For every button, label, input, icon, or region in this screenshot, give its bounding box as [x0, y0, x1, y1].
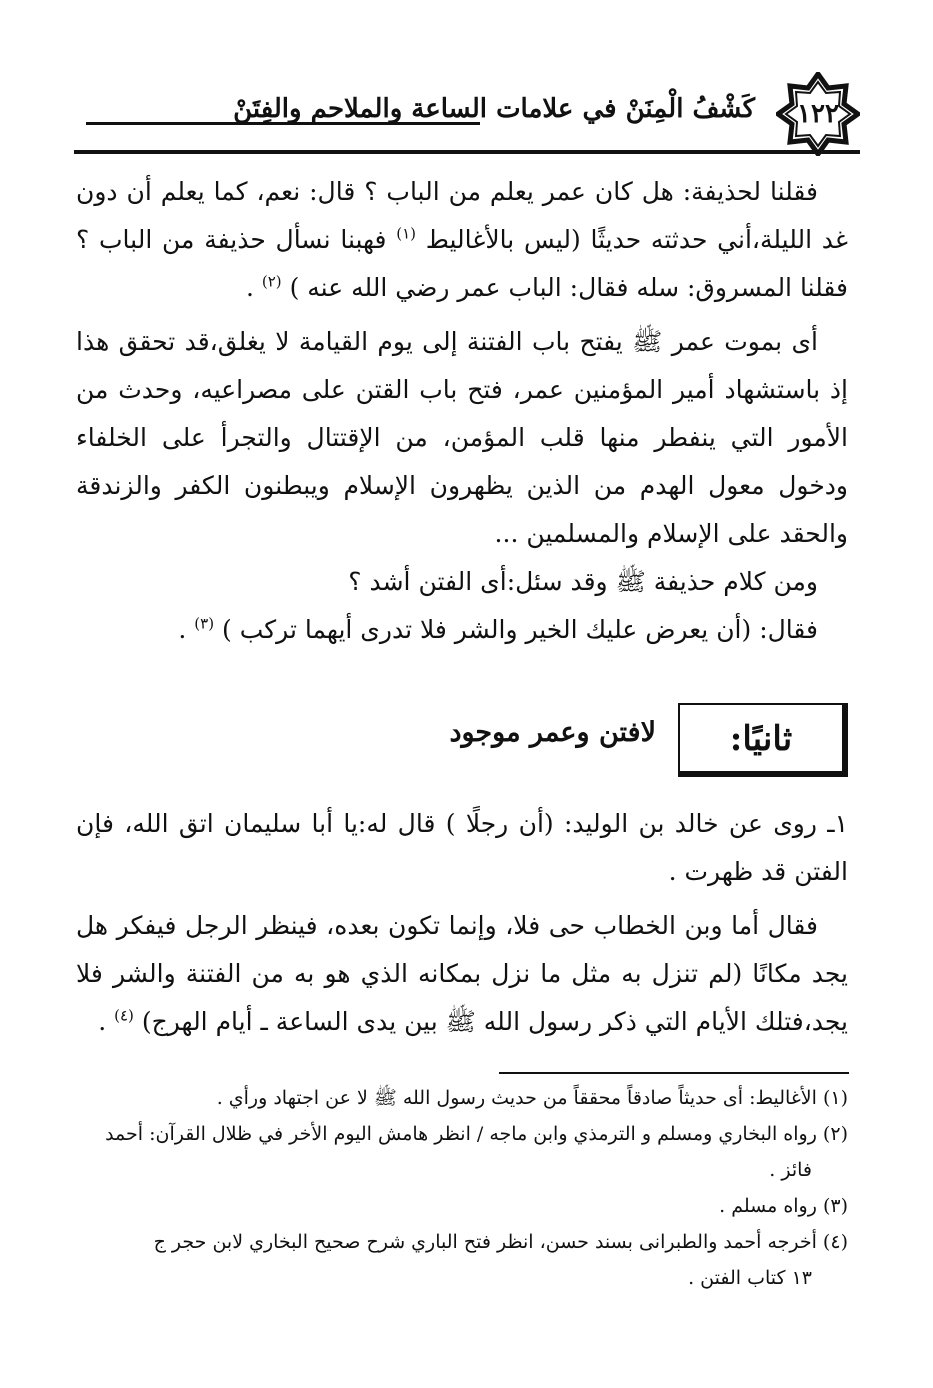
footnote: (٤) أخرجه أحمد والطبرانى بسند حسن، انظر فتح الباري شرح صحيح البخاري لابن حجر ج: [153, 1231, 848, 1253]
footnotes: [76, 1080, 848, 1296]
footnote-continuation: فائز .: [769, 1159, 812, 1181]
main-text-2: [76, 800, 848, 1046]
paragraph: [76, 168, 848, 312]
footnote-ref: (٣): [194, 614, 215, 633]
footnote: (٢) رواه البخاري ومسلم و الترمذي وابن ماجه / انظر هامش اليوم الأخر في ظلال القرآن: أحمد: [105, 1123, 848, 1145]
footnote: (٣) رواه مسلم .: [719, 1195, 848, 1217]
paragraph-text: .: [245, 273, 254, 302]
section-label-box: ثانيًا:: [678, 703, 848, 777]
paragraph: [76, 606, 848, 654]
footnote-continuation: ١٣ كتاب الفتن .: [688, 1267, 812, 1289]
paragraph-text: ١ـ روى عن خالد بن الوليد: (أن رجلًا ) قال له:يا أبا سليمان اتق الله، فإن الفتن قد ظهرت .: [76, 809, 848, 886]
page-header: [74, 72, 860, 158]
paragraph-text: فهبنا نسأل حذيفة من الباب ؟ فقلنا المسروق: سله فقال: الباب عمر رضي الله عنه ): [76, 225, 848, 302]
paragraph: [76, 800, 848, 896]
footnote-rule: [499, 1072, 849, 1074]
paragraph-text: ومن كلام حذيفة ﷺ وقد سئل:أى الفتن أشد ؟: [348, 567, 818, 596]
page-number: ١٢٢: [797, 99, 839, 129]
section-heading: [428, 703, 848, 789]
footnote-ref: (١): [396, 224, 417, 243]
paragraph-text: .: [98, 1007, 107, 1036]
main-text: [76, 168, 848, 654]
paragraph: [76, 558, 848, 606]
paragraph-text: فقال أما وبن الخطاب حى فلا، وإنما تكون بعده، فينظر الرجل فيفكر هل يجد مكانًا (لم تنزل به مثل ما نزل بمكانه الذي هو به من الفتنة والشر فلا يجد،فتلك الأيام التي ذكر رسول الله ﷺ بين يدى الساعة ـ أيام الهرج): [76, 911, 848, 1036]
paragraph: [76, 318, 848, 558]
footnote-ref: (٢): [261, 272, 282, 291]
header-rule: [74, 150, 860, 154]
paragraph-text: .: [178, 615, 187, 644]
footnote-ref: (٤): [114, 1006, 134, 1025]
paragraph-text: أى بموت عمر ﷺ يفتح باب الفتنة إلى يوم القيامة لا يغلق،قد تحقق هذا إذ باستشهاد أمير المؤمنين عمر، فتح باب القتن على مصراعيه، وحدث من الأمور التي ينفطر منها قلب المؤمن، من الإقتتال والتجرأ على الخلفاء ودخول معول الهدم من الذين يظهرون الإسلام ويبطنون الكفر والزندقة والحقد على الإسلام والمسلمين ...: [76, 327, 848, 548]
paragraph: [76, 902, 848, 1046]
footnote: (١) الأغاليط: أى حديثاً صادقاً محققاً من حديث رسول الله ﷺ لا عن اجتهاد ورأي .: [216, 1087, 848, 1109]
page-number-badge: [776, 72, 860, 156]
section-title: لافتن وعمر موجود: [449, 717, 656, 748]
paragraph-text: فقال: (أن يعرض عليك الخير والشر فلا تدرى أيهما تركب ): [222, 615, 818, 644]
running-title: كَشْفُ الْمِنَنْ في علامات الساعة والملاحم والفِتَنْ: [233, 94, 755, 124]
paragraph-text: فقلنا لحذيفة: هل كان عمر يعلم من الباب ؟ قال: نعم، كما يعلم أن دون غد الليلة،أني حدثته حديثًا (ليس بالأغاليط: [76, 177, 848, 254]
